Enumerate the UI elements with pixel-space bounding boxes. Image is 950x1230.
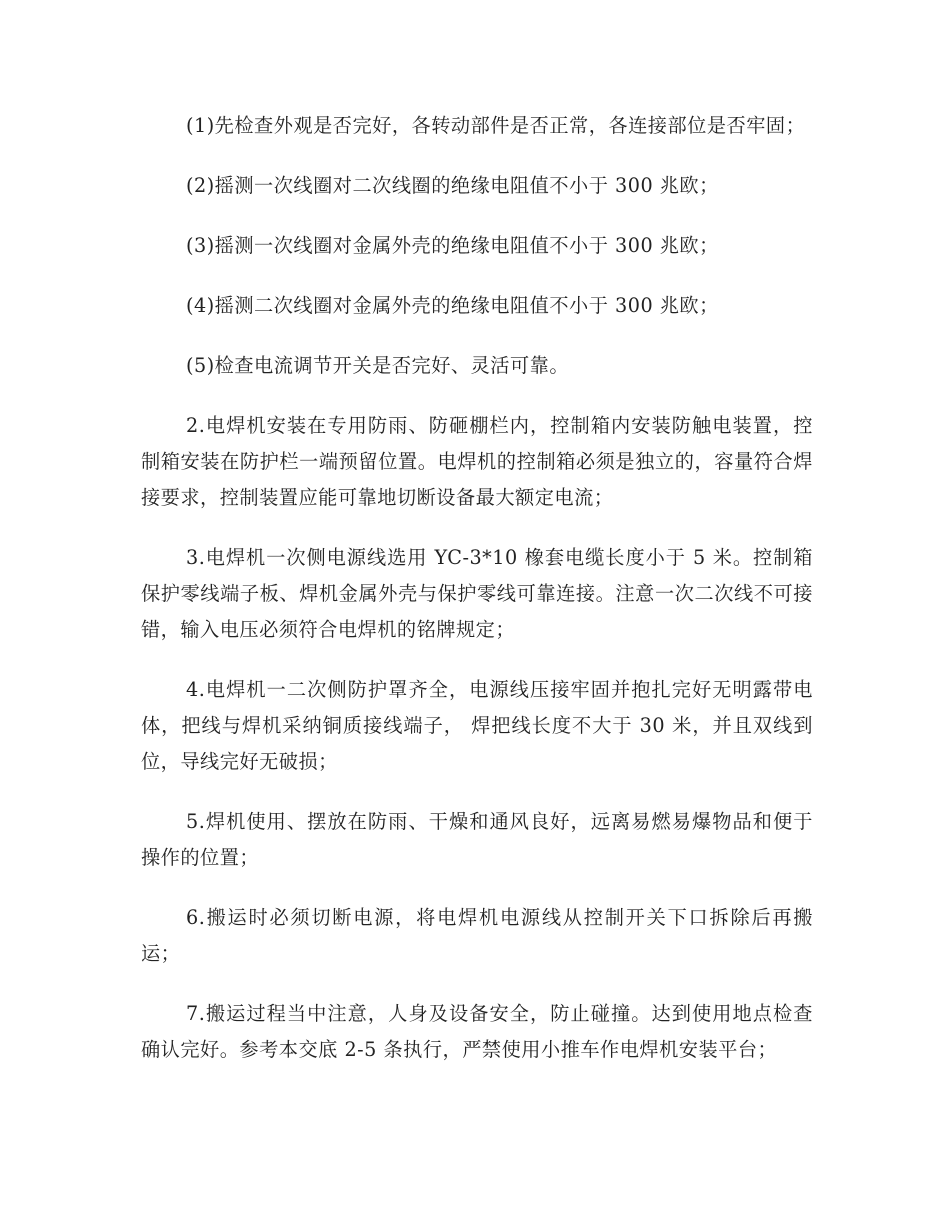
paragraph-check-appearance: (1)先检查外观是否完好，各转动部件是否正常，各连接部位是否牢固； (186, 114, 806, 137)
paragraph-item-7-transport-safety: 7.搬运过程当中注意，人身及设备安全，防止碰撞。达到使用地点检查确认完好。参考本交底 2-5 条执行，严禁使用小推车作电焊机安装平台； (141, 1002, 813, 1061)
paragraph-primary-secondary-insulation: (2)摇测一次线圈对二次线圈的绝缘电阻值不小于 300 兆欧； (186, 174, 719, 197)
paragraph-item-5-placement: 5.焊机使用、摆放在防雨、干燥和通风良好，远离易燃易爆物品和便于操作的位置； (141, 810, 813, 869)
document-body (141, 108, 813, 1092)
paragraph-item-2-installation: 2.电焊机安装在专用防雨、防砸棚栏内，控制箱内安装防触电装置，控制箱安装在防护栏一端预留位置。电焊机的控制箱必须是独立的，容量符合焊接要求，控制装置应能可靠地切断设备最大额定电流； (141, 414, 813, 509)
paragraph-item-3-power-cable: 3.电焊机一次侧电源线选用 YC-3*10 橡套电缆长度小于 5 米。控制箱保护零线端子板、焊机金属外壳与保护零线可靠连接。注意一次二次线不可接错，输入电压必须符合电焊机的铭牌规定； (141, 546, 813, 641)
paragraph-current-switch-check: (5)检查电流调节开关是否完好、灵活可靠。 (186, 354, 570, 377)
paragraph-secondary-casing-insulation: (4)摇测二次线圈对金属外壳的绝缘电阻值不小于 300 兆欧； (186, 294, 719, 317)
paragraph-item-6-transport-power-off: 6.搬运时必须切断电源，将电焊机电源线从控制开关下口拆除后再搬运； (141, 906, 813, 965)
paragraph-primary-casing-insulation: (3)摇测一次线圈对金属外壳的绝缘电阻值不小于 300 兆欧； (186, 234, 719, 257)
paragraph-item-4-protective-cover: 4.电焊机一二次侧防护罩齐全，电源线压接牢固并抱扎完好无明露带电体，把线与焊机采纳铜质接线端子， 焊把线长度不大于 30 米，并且双线到位，导线完好无破损； (141, 678, 813, 773)
